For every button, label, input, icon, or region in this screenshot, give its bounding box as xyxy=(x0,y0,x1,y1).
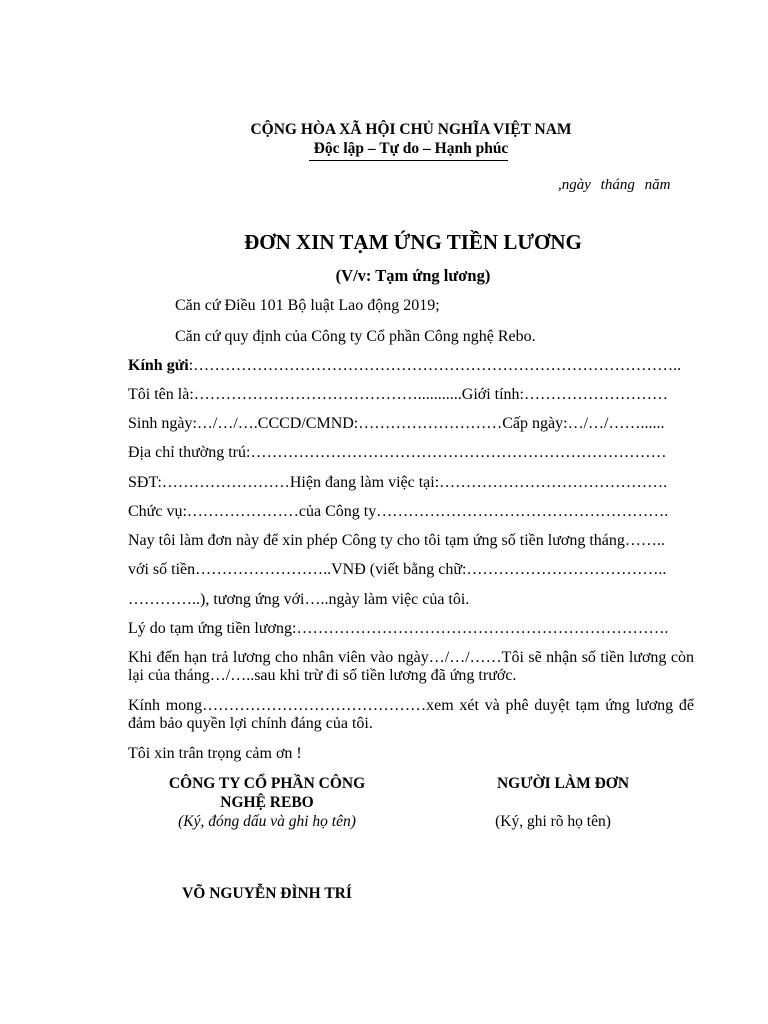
form-line-name: Tôi tên là:……………………………………...........Giới tính:……………………… xyxy=(128,386,668,403)
form-line-phone-workplace: SĐT:……………………Hiện đang làm việc tại:……………………………………. xyxy=(128,474,668,491)
document-subtitle: (V/v: Tạm ứng lương) xyxy=(335,266,491,285)
kinh-gui-label: Kính gửi xyxy=(128,357,189,374)
kinh-gui-line xyxy=(128,357,681,375)
company-signer-name: VÕ NGUYỄN ĐÌNH TRÍ xyxy=(182,885,352,902)
applicant-signature-title: NGƯỜI LÀM ĐƠN xyxy=(496,775,630,792)
basis-line: Căn cứ Điều 101 Bộ luật Lao động 2019; xyxy=(175,297,440,314)
thanks-line: Tôi xin trân trọng cảm ơn ! xyxy=(128,745,302,762)
form-line-position: Chức vụ:…………………của Công ty………………………………………………. xyxy=(128,503,669,520)
form-line-address: Địa chỉ thường trú:…………………………………………………………………… xyxy=(128,444,667,461)
form-line-request: Nay tôi làm đơn này để xin phép Công ty cho tôi tạm ứng số tiền lương tháng…….. xyxy=(128,532,665,549)
document-title: ĐƠN XIN TẠM ỨNG TIỀN LƯƠNG xyxy=(244,230,582,254)
form-line-reason: Lý do tạm ứng tiền lương:……………………………………………………………. xyxy=(128,620,669,637)
basis-line: Căn cứ quy định của Công ty Cổ phần Công nghệ Rebo. xyxy=(175,328,536,345)
kinh-gui-blank: :……………………………………………………………………………….. xyxy=(188,357,682,374)
form-line-amount: với số tiền……………………..VNĐ (viết bằng chữ:……………………………….. xyxy=(128,561,667,578)
motto-underline xyxy=(309,160,508,161)
date-line: ,ngày tháng năm xyxy=(558,177,671,193)
form-line-birth-id: Sinh ngày:…/…/….CCCD/CMND:………………………Cấp ngày:…/…/……...... xyxy=(128,415,665,432)
company-signature-title: CÔNG TY CỔ PHẦN CÔNG xyxy=(168,775,366,792)
applicant-signature-note: (Ký, ghi rõ họ tên) xyxy=(495,813,611,830)
form-line-amount-cont: …………..), tương ứng với…..ngày làm việc của tôi. xyxy=(128,591,470,608)
company-signature-title-line2: NGHỆ REBO xyxy=(220,794,314,811)
repayment-paragraph: Khi đến hạn trả lương cho nhân viên vào ngày…/…/……Tôi sẽ nhận số tiền lương còn lại của tháng…/…..sau khi trừ đi số tiền lương đã ứng trước. xyxy=(128,649,694,684)
motto: Độc lập – Tự do – Hạnh phúc xyxy=(313,140,509,157)
request-paragraph: Kính mong……………………………………xem xét và phê duyệt tạm ứng lương để đảm bảo quyền lợi chính đáng của tôi. xyxy=(128,697,694,732)
nation-header: CỘNG HÒA XÃ HỘI CHỦ NGHĨA VIỆT NAM xyxy=(250,121,572,138)
company-signature-note: (Ký, đóng dấu và ghi họ tên) xyxy=(178,813,356,830)
